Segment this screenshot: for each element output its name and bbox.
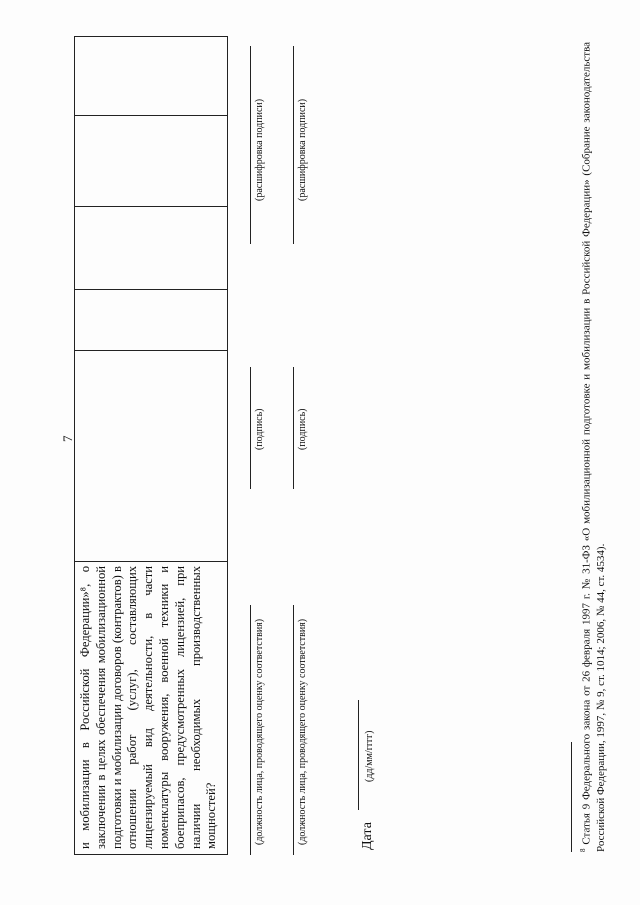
table-row: [75, 37, 228, 855]
date-label: Дата: [360, 822, 375, 850]
question-cell: [75, 562, 228, 855]
position-caption-1: (должность лица, проводящего оценку соответствия): [254, 618, 265, 845]
answer-cell-3: [75, 207, 228, 290]
signature-line-2: [293, 367, 294, 489]
decoding-line-2: [293, 46, 294, 244]
signature-line-1: [250, 367, 251, 489]
footnote-marker: 8: [579, 848, 587, 852]
rotated-page-content: [20, 22, 620, 882]
decoding-caption-2: (расшифровка подписи): [297, 98, 308, 201]
answer-cell-1: [75, 351, 228, 562]
footnote-rule: [571, 742, 572, 852]
position-caption-2: (должность лица, проводящего оценку соответствия): [297, 618, 308, 845]
footnote-text: Статья 9 Федерального закона от 26 февраля 1997 г. № 31-ФЗ «О мобилизационной подготовке и мобилизации в Российской Федерации» (Собрание законодательства Российской Федерации, 1997, № 9, ст. 1014; 2006, № 44, ст. 4534).: [580, 42, 607, 852]
footnote: [576, 42, 608, 852]
page-number: 7: [60, 435, 75, 442]
position-line-2: [293, 605, 294, 855]
question-text: и мобилизации в Российской Федерации»⁸, о заключении в целях обеспечения мобилизационной подготовки и мобилизации договоров (контрактов) в отношении работ (услуг), составляющих лицензируемый вид деятельности, в части номенклатуры вооружения, военной техники и боеприпасов, предусмотренных лицензией, при наличии необходимых производственных мощностей?: [78, 566, 219, 849]
signature-caption-1: (подпись): [254, 408, 265, 450]
signature-caption-2: (подпись): [297, 408, 308, 450]
answer-cell-5: [75, 37, 228, 116]
decoding-line-1: [250, 46, 251, 244]
position-line-1: [250, 605, 251, 855]
checklist-table: [74, 36, 228, 855]
date-format-caption: (дд/мм/гггг): [364, 730, 375, 782]
decoding-caption-1: (расшифровка подписи): [254, 98, 265, 201]
answer-cell-2: [75, 290, 228, 351]
answer-cell-4: [75, 116, 228, 207]
date-line: [358, 700, 359, 810]
